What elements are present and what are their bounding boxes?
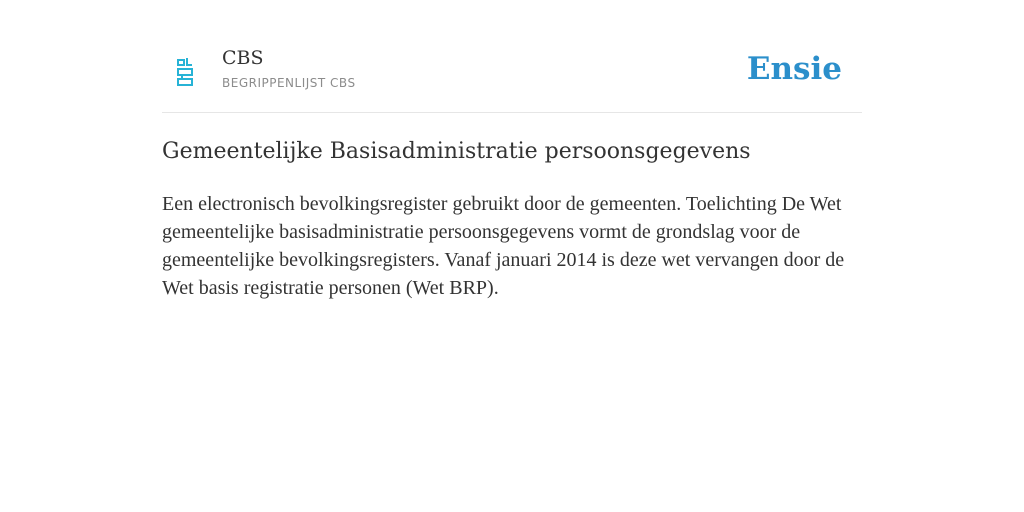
- ensie-logo[interactable]: Ensie: [746, 51, 842, 87]
- definition-text: Een electronisch bevolkingsregister gebruikt door de gemeenten. Toelichting De Wet gemeentelijke basisadministratie persoonsgegevens vormt de grondslag voor de gemeentelijke bevolkingsregisters. Vanaf januari 2014 is deze wet vervangen door de Wet basis registratie personen (Wet BRP).: [162, 193, 845, 299]
- page-title: Gemeentelijke Basisadministratie persoonsgegevens: [162, 139, 751, 164]
- cbs-logo-icon[interactable]: [174, 56, 198, 88]
- brand-name[interactable]: CBS: [222, 47, 264, 69]
- header: [162, 38, 862, 113]
- brand-subtitle[interactable]: BEGRIPPENLIJST CBS: [222, 76, 356, 90]
